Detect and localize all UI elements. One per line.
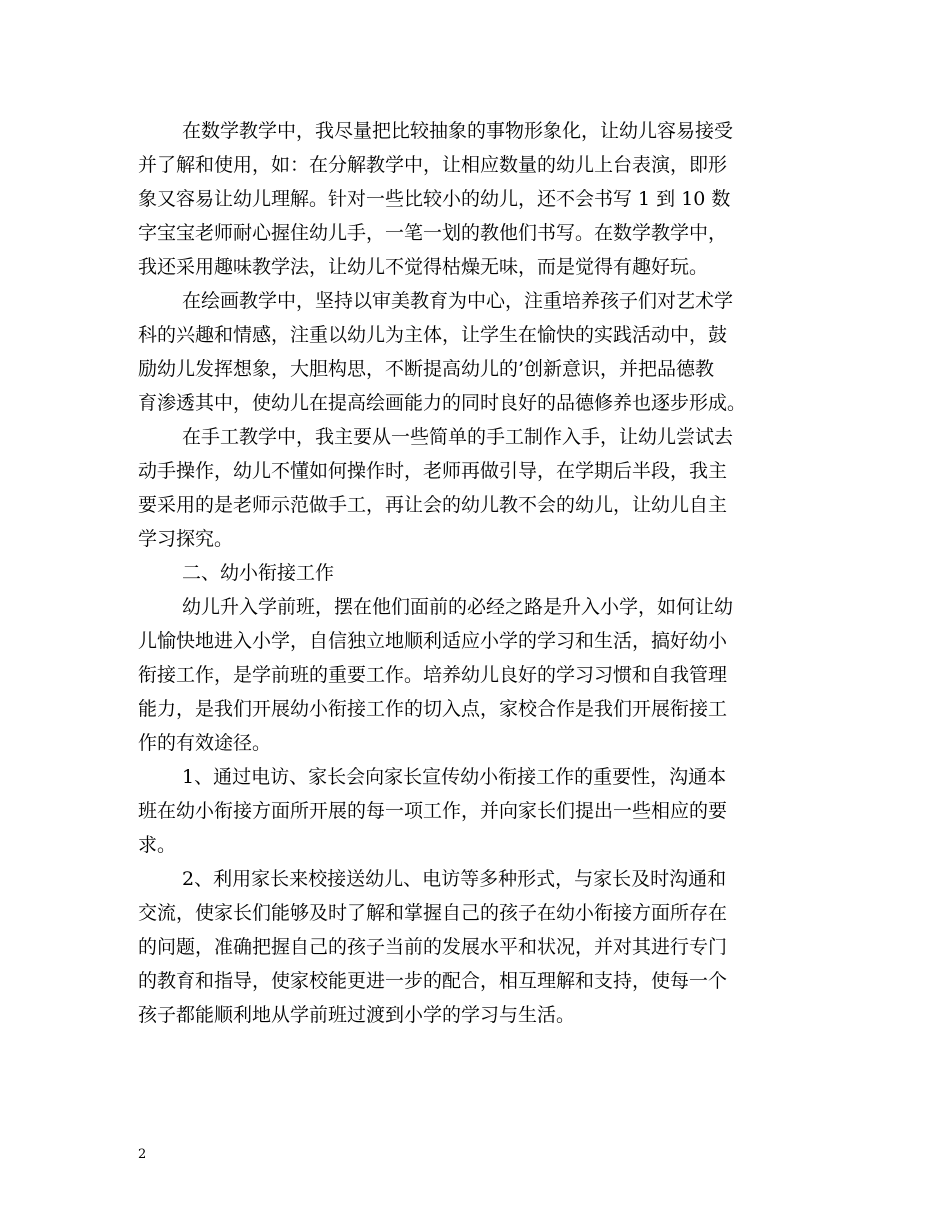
text-line: 字宝宝老师耐心握住幼儿手，一笔一划的教他们书写。在数学教学中， — [138, 222, 728, 244]
text-line: 育渗透其中，使幼儿在提高绘画能力的同时良好的品德修养也逐步形成。 — [138, 392, 747, 414]
text-line: 求。 — [138, 834, 177, 856]
text-line: 要采用的是老师示范做手工，再让会的幼儿教不会的幼儿，让幼儿自主 — [138, 494, 728, 516]
text-line: 的教育和指导，使家校能更进一步的配合，相互理解和支持，使每一个 — [138, 970, 728, 992]
text-line: 交流，使家长们能够及时了解和掌握自己的孩子在幼小衔接方面所存在 — [138, 902, 728, 924]
text-line: 并了解和使用，如：在分解教学中，让相应数量的幼儿上台表演，即形 — [138, 154, 728, 176]
text-line: 学习探究。 — [138, 528, 234, 550]
text-line: 象又容易让幼儿理解。针对一些比较小的幼儿，还不会书写 1 到 10 数 — [138, 188, 731, 210]
document-body — [138, 114, 818, 1032]
text-line: 在手工教学中，我主要从一些简单的手工制作入手，让幼儿尝试去 — [182, 426, 734, 448]
text-line: 励幼儿发挥想象，大胆构思，不断提高幼儿的’创新意识，并把品德教 — [138, 358, 715, 380]
text-line: 的问题，准确把握自己的孩子当前的发展水平和状况，并对其进行专门 — [138, 936, 728, 958]
text-line: 科的兴趣和情感，注重以幼儿为主体，让学生在愉快的实践活动中，鼓 — [138, 324, 728, 346]
text-line: 动手操作，幼儿不懂如何操作时，老师再做引导，在学期后半段，我主 — [138, 460, 728, 482]
text-line: 能力，是我们开展幼小衔接工作的切入点，家校合作是我们开展衔接工 — [138, 698, 728, 720]
text-line: 1、通过电访、家长会向家长宣传幼小衔接工作的重要性，沟通本 — [182, 766, 727, 788]
text-line: 我还采用趣味教学法，让幼儿不觉得枯燥无味，而是觉得有趣好玩。 — [138, 256, 709, 278]
text-line: 在数学教学中，我尽量把比较抽象的事物形象化，让幼儿容易接受 — [182, 120, 734, 142]
text-line: 2、利用家长来校接送幼儿、电访等多种形式，与家长及时沟通和 — [182, 868, 727, 890]
text-line: 作的有效途径。 — [138, 732, 272, 754]
text-line: 在绘画教学中，坚持以审美教育为中心，注重培养孩子们对艺术学 — [182, 290, 734, 312]
text-line: 班在幼小衔接方面所开展的每一项工作，并向家长们提出一些相应的要 — [138, 800, 728, 822]
text-line: 二、幼小衔接工作 — [182, 562, 335, 584]
page-number: 2 — [138, 1147, 147, 1162]
text-line: 儿愉快地进入小学，自信独立地顺利适应小学的学习和生活，搞好幼小 — [138, 630, 728, 652]
text-line: 孩子都能顺利地从学前班过渡到小学的学习与生活。 — [138, 1004, 576, 1026]
text-line: 衔接工作，是学前班的重要工作。培养幼儿良好的学习习惯和自我管理 — [138, 664, 728, 686]
text-line: 幼儿升入学前班，摆在他们面前的必经之路是升入小学，如何让幼 — [182, 596, 734, 618]
